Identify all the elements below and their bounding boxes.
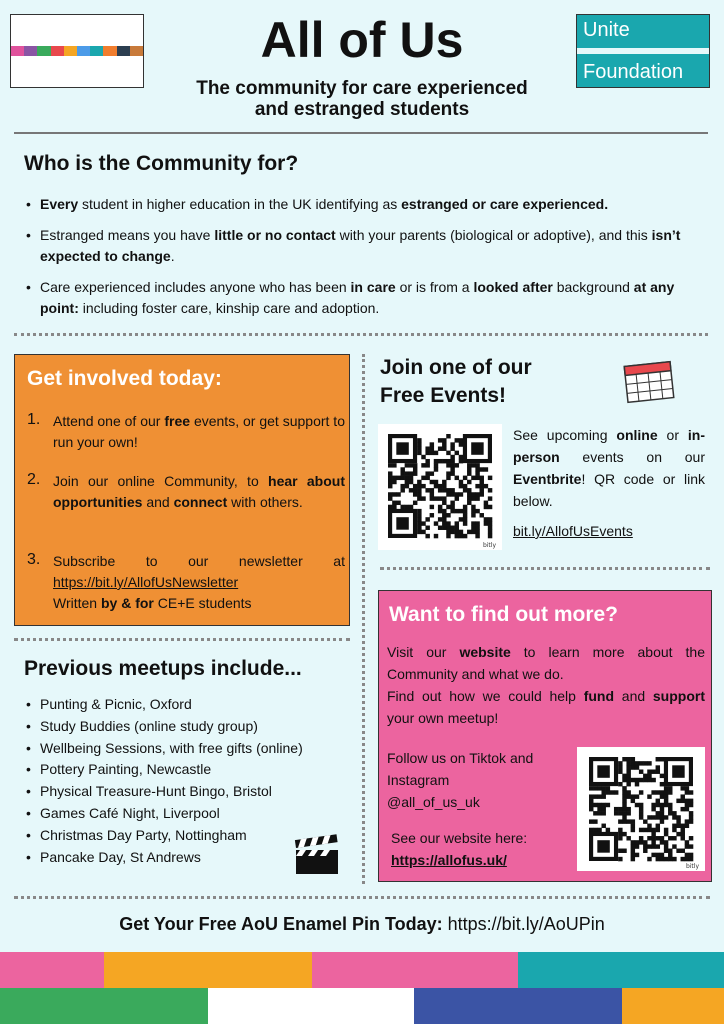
website-label: See our website here: [391,830,528,846]
subtitle-line-1: The community for care experienced [196,78,528,99]
footer-stripe-segment [414,988,622,1024]
follow-text: Follow us on Tiktok and Instagram [387,750,534,788]
footer-stripe-segment [0,988,208,1024]
footer-stripe-segment [312,952,518,988]
step-number: 2. [27,471,41,488]
events-title-line-1: Join one of our [380,356,532,379]
qr-label: bitly [482,542,496,549]
get-involved-panel [14,354,350,626]
events-link[interactable]: bit.ly/AllofUsEvents [513,523,633,539]
social-info [387,747,567,813]
find-out-more-title: Want to find out more? [389,603,619,626]
meetup-item: • Pancake Day, St Andrews [24,847,303,869]
who-list-item: • Every student in higher education in the UK identifying as estranged or care experienced. [24,194,714,215]
get-involved-title: Get involved today: [27,367,222,390]
funding-paragraph: Find out how we could help fund and support your own meetup! [387,688,705,726]
events-title-line-2: Free Events! [380,384,507,407]
pin-promo [0,914,724,935]
website-qr-code[interactable] [577,747,705,871]
meetup-item: • Games Café Night, Liverpool [24,803,303,825]
meetup-item: • Punting & Picnic, Oxford [24,694,303,716]
unite-foundation-logo [576,14,710,88]
column-divider [362,354,365,884]
who-list-item: • Care experienced includes anyone who has been in care or is from a looked after background at any point: including foster care, kinship care and adoption. [24,277,714,319]
step-item [27,551,345,614]
meetup-item: • Pottery Painting, Newcastle [24,759,303,781]
events-qr-code[interactable] [378,424,502,550]
newsletter-link[interactable]: https://bit.ly/AllofUsNewsletter [53,574,239,590]
footer-stripe-segment [518,952,724,988]
footer-stripe-segment [622,988,724,1024]
calendar-icon [622,358,680,404]
page-title: All of Us [260,12,464,68]
pin-promo-label: Get Your Free AoU Enamel Pin Today: [119,914,443,934]
find-out-more-panel [378,590,712,882]
section-divider [14,638,350,641]
step-text: Attend one of our free events, or get support to run your own! [53,413,345,450]
who-list-item: • Estranged means you have little or no contact with your parents (biological or adoptive), and this isn’t expected to change. [24,225,714,267]
step-text: Join our online Community, to hear about opportunities and connect with others. [53,473,345,510]
meetup-item: • Physical Treasure-Hunt Bingo, Bristol [24,781,303,803]
qr-pattern [378,424,502,550]
footer-stripe-segment [104,952,312,988]
events-description: See upcoming online or in-person events on our Eventbrite! QR code or link below. [513,427,705,509]
qr-label: bitly [685,863,699,870]
meetup-item: • Wellbeing Sessions, with free gifts (online) [24,738,303,760]
qr-pattern [577,747,705,871]
section-divider [380,567,710,570]
footer-stripe-segment [0,952,104,988]
who-section-title: Who is the Community for? [24,152,299,175]
who-list [24,194,714,329]
footer-stripe-segment [208,988,414,1024]
unite-logo-line-2: Foundation [583,61,684,83]
unite-logo-line-1: Unite [583,19,630,41]
header-divider [14,132,708,134]
events-title [380,354,580,410]
subtitle-line-2: and estranged students [254,99,470,120]
previous-meetups-title: Previous meetups include... [24,657,302,680]
website-paragraph: Visit our website to learn more about the Community and what we do. [387,644,705,682]
section-divider [14,896,710,899]
meetup-item: • Study Buddies (online study group) [24,716,303,738]
step-item [27,411,345,453]
website-link[interactable]: https://allofus.uk/ [391,852,507,868]
meetup-item: • Christmas Day Party, Nottingham [24,825,303,847]
step-text: Subscribe to our newsletter at https://bit.ly/AllofUsNewsletter Written by & for CE+E students [53,553,345,611]
step-number: 1. [27,411,41,428]
step-number: 3. [27,551,41,568]
section-divider [14,333,708,336]
social-handle: @all_of_us_uk [387,794,480,810]
website-info [391,827,527,871]
pin-promo-link[interactable]: https://bit.ly/AoUPin [442,914,605,934]
clapperboard-icon [294,834,340,876]
step-item [27,471,345,513]
page-subtitle [150,78,574,120]
previous-meetups-list [24,694,303,868]
